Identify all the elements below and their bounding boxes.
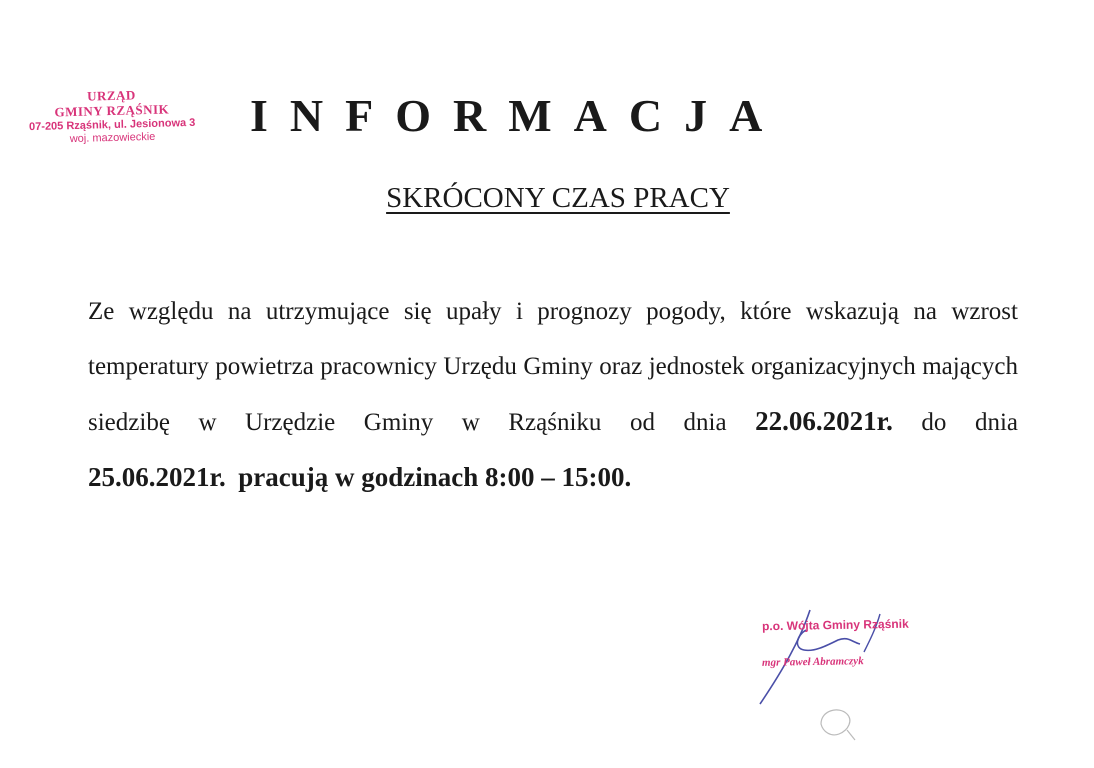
stamp-line-office: URZĄD xyxy=(86,87,136,104)
scan-mark-icon xyxy=(815,700,865,744)
signature-name: mgr Paweł Abramczyk xyxy=(761,655,864,669)
date-from: 22.06.2021r. xyxy=(755,406,893,436)
stamp-line-municipality: GMINY RZĄŚNIK xyxy=(54,101,170,120)
signature-block xyxy=(748,600,948,710)
announcement-paragraph xyxy=(88,284,1018,506)
document-subtitle-wrapper xyxy=(0,180,1094,216)
signature-title: p.o. Wójta Gminy Rząśnik xyxy=(761,616,909,634)
stamp-line-voivodeship: woj. mazowieckie xyxy=(69,130,156,146)
date-to: 25.06.2021r. xyxy=(88,462,226,492)
paragraph-text: Ze względu na utrzymujące się upały i prognozy pogody, które wskazują na wzrost temperatury powietrza pracownicy Urzędu Gminy oraz jednostek organizacyjnych mających siedzibę w Urzędzie Gminy w Rząśniku od dnia xyxy=(88,298,1018,436)
announcement-body xyxy=(88,284,1018,506)
stamp-line-address: 07-205 Rząśnik, ul. Jesionowa 3 xyxy=(28,116,196,134)
paragraph-connector: do dnia xyxy=(892,409,1019,436)
working-hours: pracują w godzinach 8:00 – 15:00. xyxy=(238,462,632,492)
office-stamp xyxy=(21,86,202,148)
document-title: INFORMACJA xyxy=(250,90,785,141)
document-subtitle: SKRÓCONY CZAS PRACY xyxy=(386,182,730,214)
